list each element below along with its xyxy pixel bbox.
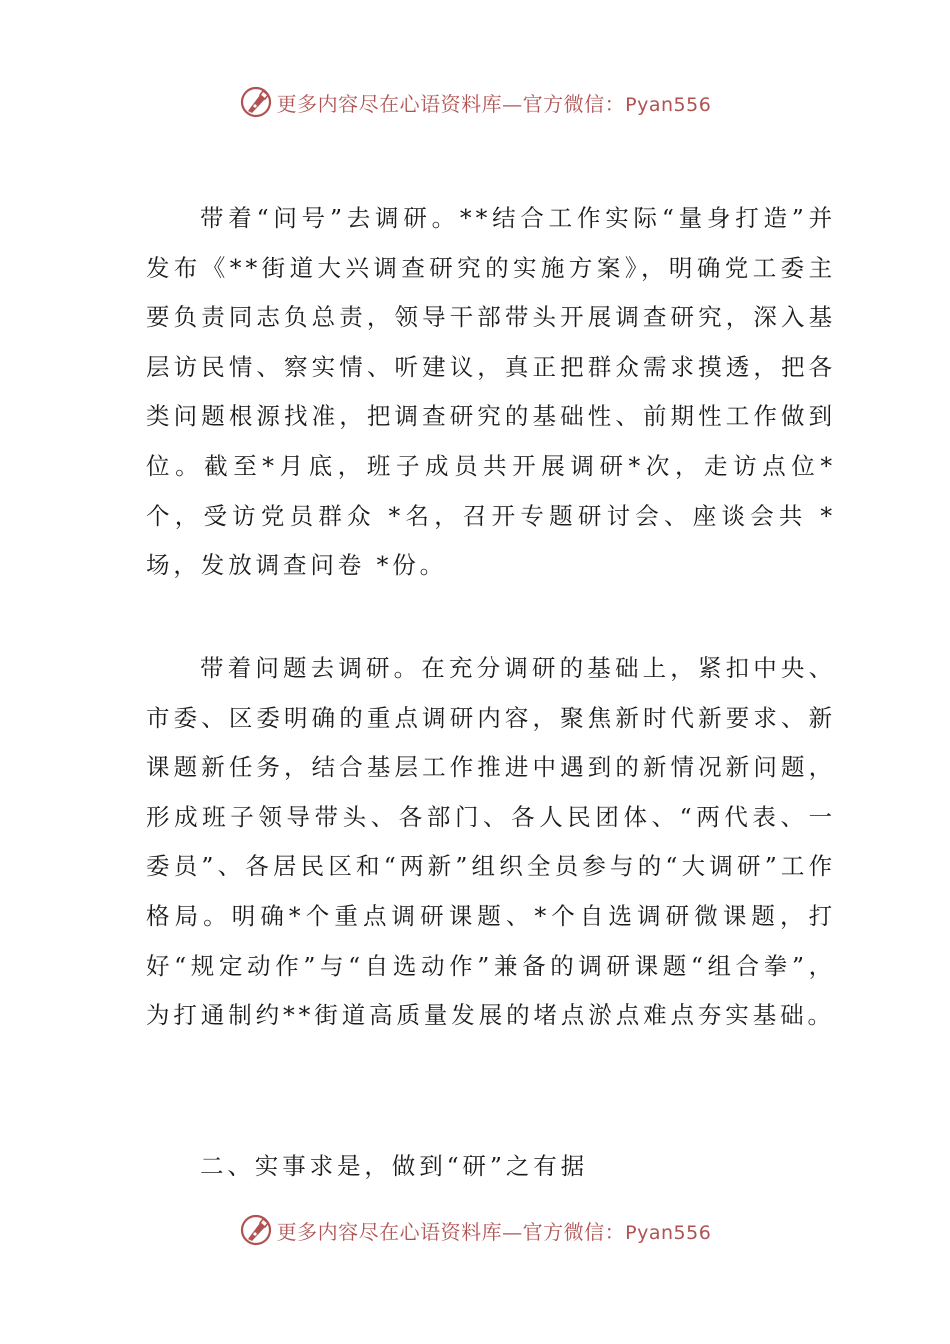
- header-watermark-banner: [0, 80, 950, 124]
- banner-wechat-id: Pyan556: [625, 1221, 712, 1244]
- body-paragraph-1: 带着“问号”去调研。**结合工作实际“量身打造”并发布《**街道大兴调查研究的实施方案》，明确党工委主要负责同志负总责，领导干部带头开展调查研究，深入基层访民情、察实情、听建议，真正把群众需求摸透，把各类问题根源找准，把调查研究的基础性、前期性工作做到位。截至*月底，班子成员共开展调研*次，走访点位*个，受访党员群众 *名，召开专题研讨会、座谈会共 *场，发放调查问卷 *份。: [146, 204, 836, 580]
- pen-nib-logo-icon: [239, 85, 273, 119]
- banner-slogan: 更多内容尽在心语资料库—官方微信：: [276, 91, 626, 116]
- pen-nib-logo-icon: [239, 1213, 273, 1247]
- banner-text: [277, 88, 712, 117]
- footer-watermark-banner: [0, 1208, 950, 1252]
- banner-wechat-id: Pyan556: [625, 93, 712, 116]
- section-heading: 二、实事求是，做到“研”之有据: [200, 1152, 589, 1180]
- banner-slogan: 更多内容尽在心语资料库—官方微信：: [276, 1219, 626, 1244]
- banner-text: [277, 1216, 712, 1245]
- body-paragraph-2: 带着问题去调研。在充分调研的基础上，紧扣中央、市委、区委明确的重点调研内容，聚焦新时代新要求、新课题新任务，结合基层工作推进中遇到的新情况新问题，形成班子领导带头、各部门、各人民团体、“两代表、一委员”、各居民区和“两新”组织全员参与的“大调研”工作格局。明确*个重点调研课题、*个自选调研微课题，打好“规定动作”与“自选动作”兼备的调研课题“组合拳”，为打通制约**街道高质量发展的堵点淤点难点夯实基础。: [146, 654, 836, 1030]
